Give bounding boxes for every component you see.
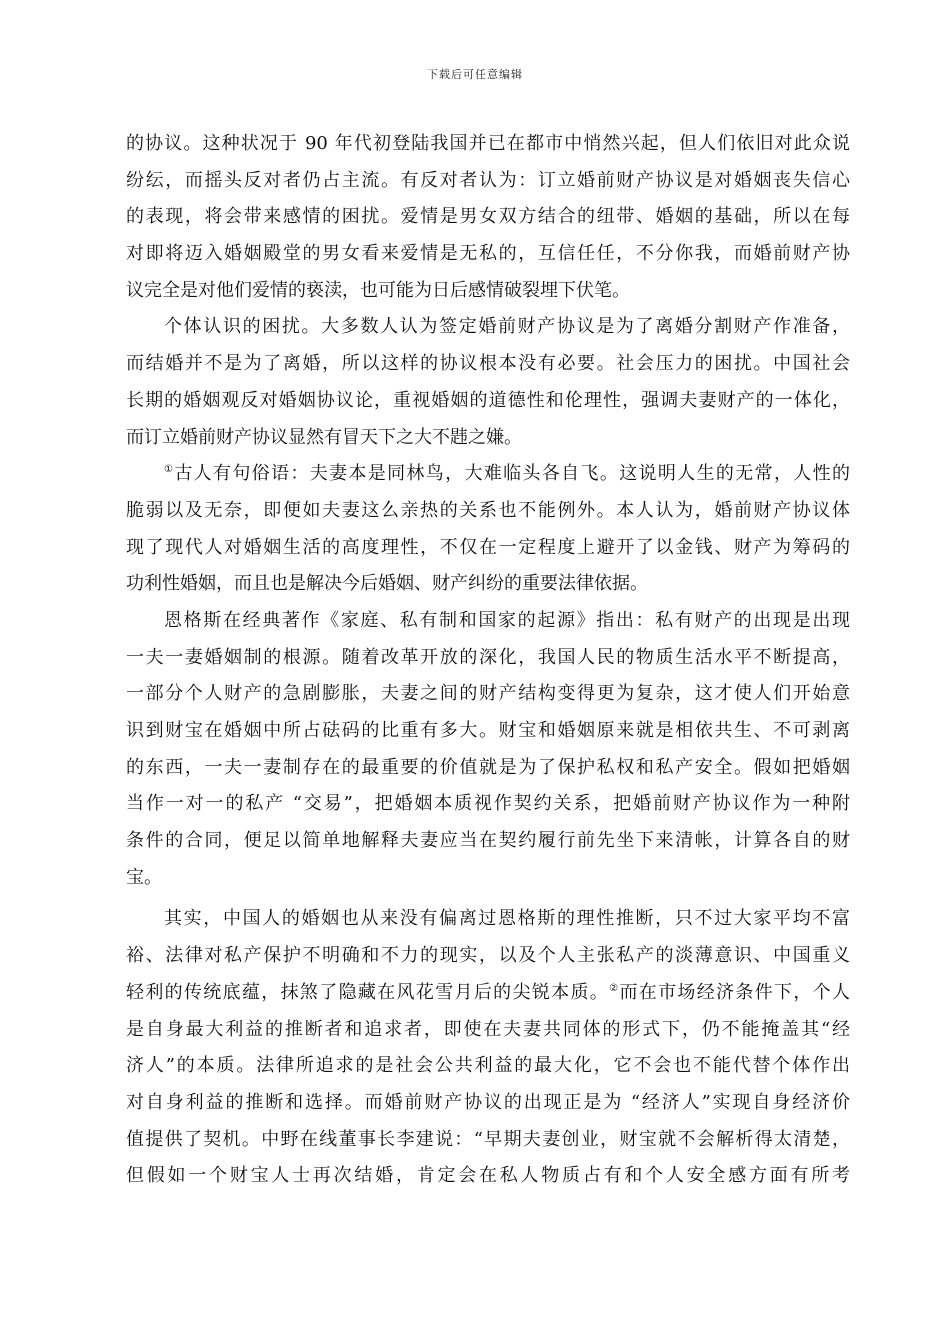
footnote-mark: ① (164, 464, 175, 476)
text-line: 一夫一妻婚姻制的根源。随着改革开放的深化，我国人民的物质生活水平不断提高， (126, 646, 850, 668)
text-line: 的东西，一夫一妻制存在的最重要的价值就是为了保护私权和私产安全。假如把婚姻 (126, 756, 850, 778)
text-line: 长期的婚姻观反对婚姻协议论，重视婚姻的道德性和伦理性，强调夫妻财产的一体化， (126, 389, 850, 411)
text-line: 宝。 (126, 866, 162, 888)
text-line (126, 456, 850, 493)
text-line (126, 1195, 850, 1232)
paragraph-3 (126, 456, 850, 603)
text-line: 恩格斯在经典著作《家庭、私有制和国家的起源》指出：私有财产的出现是出现 (164, 609, 850, 631)
text-line: 功利性婚姻，而且也是解决今后婚姻、财产纠纷的重要法律依据。 (126, 573, 648, 595)
text-line: 条件的合同，便足以简单地解释夫妻应当在契约履行前先坐下来清帐，计算各自的财 (126, 830, 850, 852)
paragraph-1 (126, 126, 850, 309)
text-line: 而结婚并不是为了离婚，所以这样的协议根本没有必要。社会压力的困扰。中国社会 (126, 353, 850, 375)
text-segment: 轻利的传统底蕴，抹煞了隐藏在风花雪月后的尖锐本质。 (126, 981, 610, 1003)
text-segment: 而在市场经济条件下，个人 (619, 981, 850, 1003)
page-header: 下载后可任意编辑 (427, 68, 523, 81)
text-line: 的协议。这种状况于 90 年代初登陆我国并已在都市中悄然兴起，但人们依旧对此众说 (126, 133, 850, 154)
text-line (126, 975, 850, 1012)
text-segment: 古人有句俗语：夫妻本是同林鸟，大难临头各自飞。这说明人生的无常，人性的 (174, 463, 850, 485)
text-line: 但假如一个财宝人士再次结婚，肯定会在私人物质占有和个人安全感方面有所考 (126, 1165, 850, 1187)
text-line: 对自身利益的推断和选择。而婚前财产协议的出现正是为 “经济人”实现自身经济价 (126, 1091, 850, 1113)
paragraph-2 (126, 309, 850, 456)
text-line: 的表现，将会带来感情的困扰。爱情是男女双方结合的纽带、婚姻的基础，所以在每 (126, 206, 850, 228)
footnote-mark: ② (609, 982, 620, 994)
text-line: 其实，中国人的婚姻也从来没有偏离过恩格斯的理性推断，只不过大家平均不富 (164, 908, 850, 930)
document-body (126, 126, 850, 1232)
text-line: 议完全是对他们爱情的亵渎，也可能为日后感情破裂埋下伏笔。 (126, 279, 630, 301)
text-line: 识到财宝在婚姻中所占砝码的比重有多大。财宝和婚姻原来就是相依共生、不可剥离 (126, 720, 850, 741)
text-line: 个体认识的困扰。大多数人认为签定婚前财产协议是为了离婚分割财产作准备， (164, 316, 850, 338)
text-line: 而订立婚前财产协议显然有冒天下之大不韪之嫌。 (126, 426, 522, 448)
text-line: 裕、法律对私产保护不明确和不力的现实，以及个人主张私产的淡薄意识、中国重义 (126, 945, 850, 967)
text-line: 脆弱以及无奈，即便如夫妻这么亲热的关系也不能例外。本人认为，婚前财产协议体 (126, 499, 850, 521)
text-line: 济人”的本质。法律所追求的是社会公共利益的最大化，它不会也不能代替个体作出 (126, 1055, 850, 1077)
text-line: 对即将迈入婚姻殿堂的男女看来爱情是无私的，互信任任，不分你我，而婚前财产协 (126, 243, 850, 265)
text-line: 一部分个人财产的急剧膨胀，夫妻之间的财产结构变得更为复杂，这才使人们开始意 (126, 683, 850, 705)
paragraph-4 (126, 603, 850, 897)
text-line: 现了现代人对婚姻生活的高度理性，不仅在一定程度上避开了以金钱、财产为筹码的 (126, 536, 850, 558)
text-line: 值提供了契机。中野在线董事长李建说：“早期夫妻创业，财宝就不会解析得太清楚， (126, 1128, 850, 1150)
text-line: 是自身最大利益的推断者和追求者，即使在夫妻共同体的形式下，仍不能掩盖其“经 (126, 1018, 850, 1040)
paragraph-5 (126, 901, 850, 1231)
text-line: 当作一对一的私产 “交易”，把婚姻本质视作契约关系，把婚前财产协议作为一种附 (126, 793, 850, 815)
text-line: 纷纭，而摇头反对者仍占主流。有反对者认为：订立婚前财产协议是对婚姻丧失信心 (126, 169, 850, 191)
